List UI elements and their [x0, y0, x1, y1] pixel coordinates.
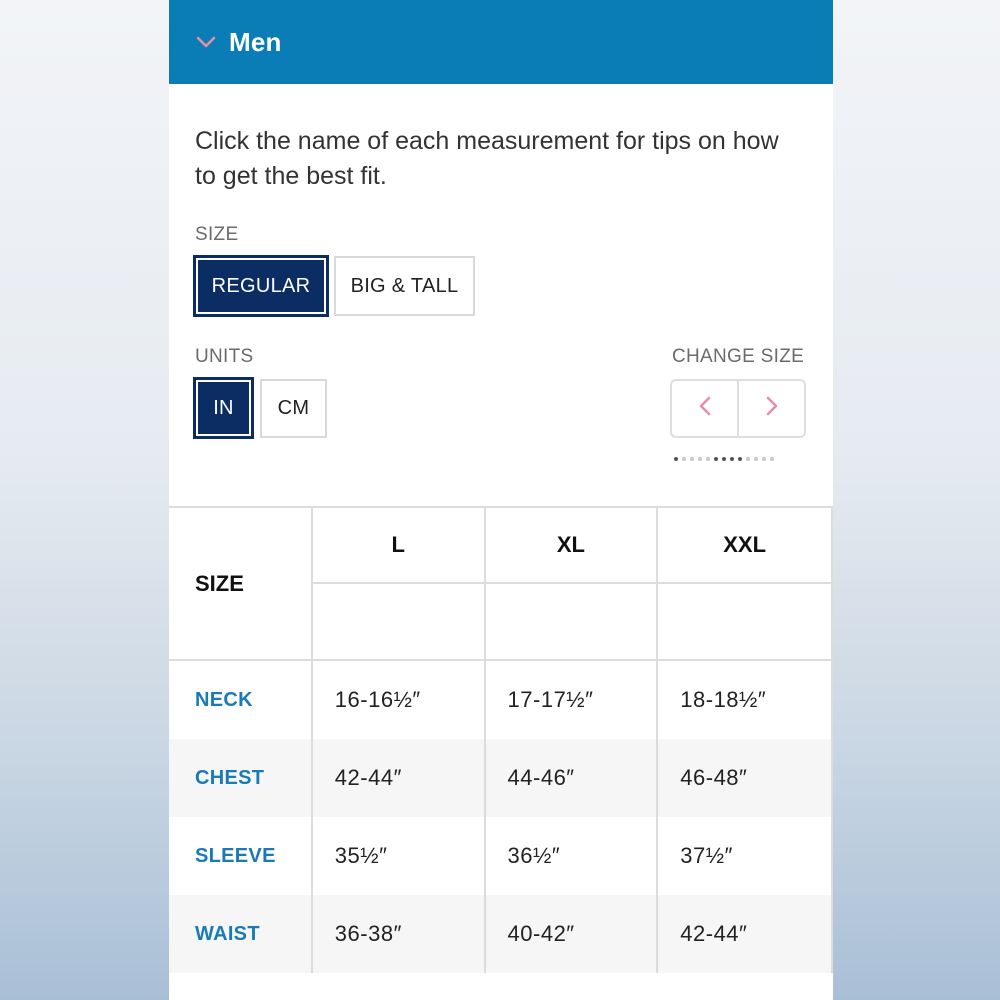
size-chart-panel — [169, 0, 833, 1000]
position-dot — [754, 457, 758, 461]
table-row-waist — [169, 895, 833, 973]
position-dot — [746, 457, 750, 461]
position-dot — [698, 457, 702, 461]
chevron-down-icon — [195, 31, 217, 53]
position-dot — [690, 457, 694, 461]
table-cell: 36½″ — [486, 817, 659, 895]
regular-button[interactable]: REGULAR — [193, 255, 329, 317]
position-dot — [730, 457, 734, 461]
table-cell: 36-38″ — [313, 895, 486, 973]
men-accordion-header[interactable] — [169, 0, 833, 84]
position-dot — [674, 457, 678, 461]
chevron-left-icon — [698, 396, 712, 421]
table-cell: 37½″ — [658, 817, 833, 895]
accordion-title: Men — [229, 26, 282, 57]
units-label: UNITS — [195, 346, 254, 367]
position-dot — [682, 457, 686, 461]
size-position-indicator — [674, 457, 774, 461]
next-size-button[interactable] — [737, 381, 804, 436]
size-column-l — [313, 508, 486, 661]
change-size-label: CHANGE SIZE — [672, 346, 805, 367]
big-and-tall-button[interactable]: BIG & TALL — [334, 256, 475, 316]
size-column-xl — [486, 508, 659, 661]
position-dot — [714, 457, 718, 461]
position-dot — [722, 457, 726, 461]
intro-text: Click the name of each measurement for tips on how to get the best fit. — [195, 127, 779, 190]
position-dot — [706, 457, 710, 461]
size-column-xxl — [658, 508, 833, 661]
position-dot — [762, 457, 766, 461]
table-cell: 17-17½″ — [486, 661, 659, 739]
sleeve-measurement-link[interactable]: SLEEVE — [169, 817, 313, 895]
table-cell: 46-48″ — [658, 739, 833, 817]
size-column-header: SIZE — [169, 508, 313, 661]
table-cell: 40-42″ — [486, 895, 659, 973]
size-xxl-header: XXL — [658, 508, 831, 584]
previous-size-button[interactable] — [672, 381, 737, 436]
neck-measurement-link[interactable]: NECK — [169, 661, 313, 739]
table-row-sleeve — [169, 817, 833, 895]
table-cell: 18-18½″ — [658, 661, 833, 739]
table-header-row — [169, 506, 833, 661]
size-fit-label: SIZE — [195, 224, 239, 245]
table-row-neck — [169, 661, 833, 739]
size-l-header: L — [313, 508, 484, 584]
table-cell: 16-16½″ — [313, 661, 486, 739]
table-cell: 42-44″ — [658, 895, 833, 973]
size-xl-header: XL — [486, 508, 657, 584]
table-cell: 44-46″ — [486, 739, 659, 817]
table-cell: 42-44″ — [313, 739, 486, 817]
size-chart-table — [169, 506, 833, 973]
chest-measurement-link[interactable]: CHEST — [169, 739, 313, 817]
position-dot — [770, 457, 774, 461]
units-in-button[interactable]: IN — [193, 377, 254, 439]
waist-measurement-link[interactable]: WAIST — [169, 895, 313, 973]
units-cm-button[interactable]: CM — [260, 379, 327, 438]
position-dot — [738, 457, 742, 461]
table-cell: 35½″ — [313, 817, 486, 895]
chevron-right-icon — [765, 396, 779, 421]
change-size-control — [670, 379, 806, 438]
table-row-chest — [169, 739, 833, 817]
